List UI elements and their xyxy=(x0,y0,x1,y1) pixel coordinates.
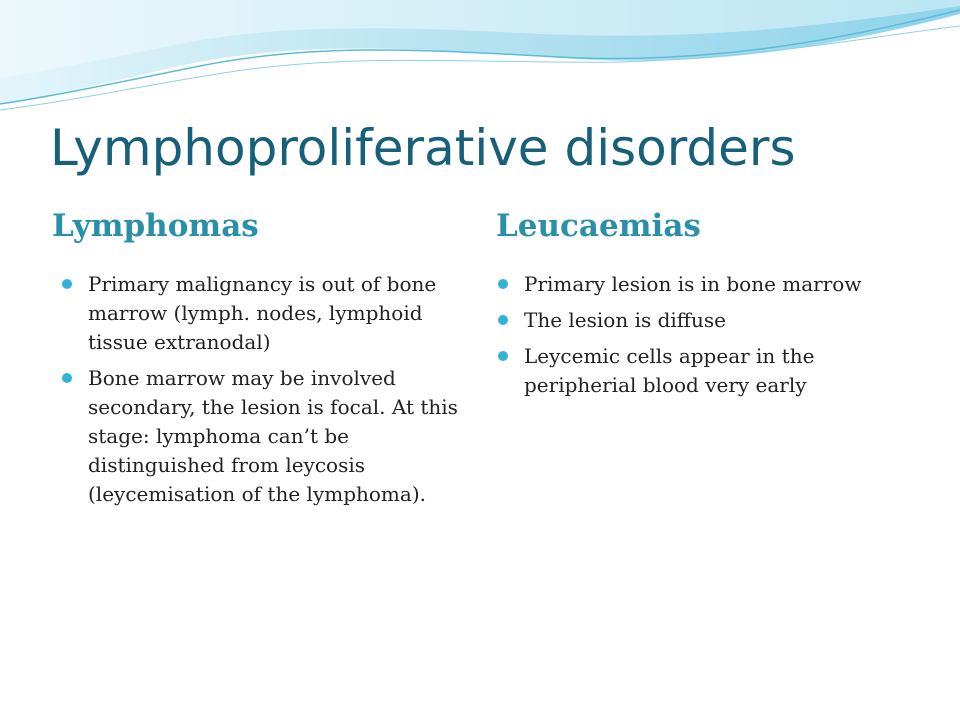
list-item xyxy=(498,306,888,335)
bullet-icon xyxy=(498,315,508,325)
bullet-text: Leycemic cells appear in the peripherial blood very early xyxy=(524,344,815,397)
leucaemias-bullet-list xyxy=(498,270,888,407)
bullet-icon xyxy=(498,279,508,289)
bullet-icon xyxy=(62,373,72,383)
leucaemias-heading: Leucaemias xyxy=(496,208,701,244)
list-item xyxy=(62,270,462,357)
bullet-icon xyxy=(498,351,508,361)
bullet-text: The lesion is diffuse xyxy=(524,308,726,332)
lymphomas-bullet-list xyxy=(62,270,462,516)
bullet-text: Primary malignancy is out of bone marrow (lymph. nodes, lymphoid tissue extranodal) xyxy=(88,272,437,354)
decorative-wave-header xyxy=(0,0,960,120)
list-item xyxy=(498,270,888,299)
bullet-icon xyxy=(62,279,72,289)
list-item xyxy=(62,364,462,509)
list-item xyxy=(498,342,888,400)
bullet-text: Primary lesion is in bone marrow xyxy=(524,272,862,296)
lymphomas-heading: Lymphomas xyxy=(52,208,259,244)
bullet-text: Bone marrow may be involved secondary, the lesion is focal. At this stage: lymphoma can’t be distinguished from leycosis (leycemisation of the lymphoma). xyxy=(88,366,458,506)
page-title: Lymphoproliferative disorders xyxy=(50,119,796,177)
